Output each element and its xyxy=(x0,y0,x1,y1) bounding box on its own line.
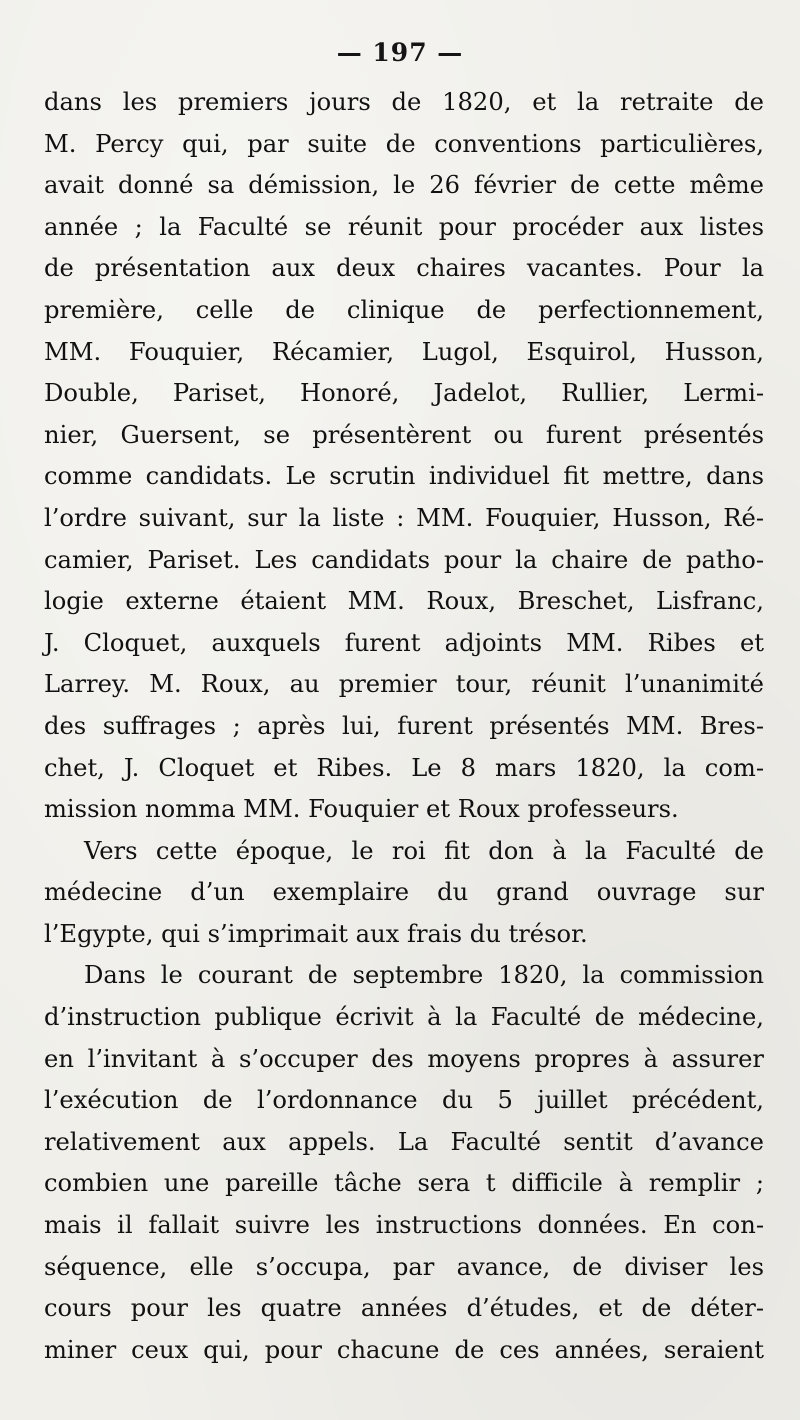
body-text xyxy=(44,82,764,1371)
text-line: des suffrages ; après lui, furent présentés MM. Bres- xyxy=(44,711,764,740)
text-line: Dans le courant de septembre 1820, la commission xyxy=(84,961,764,990)
text-line: combien une pareille tâche sera t difficile à remplir ; xyxy=(44,1169,764,1198)
text-line: l’ordre suivant, sur la liste : MM. Fouquier, Husson, Ré- xyxy=(44,503,764,532)
text-line: J. Cloquet, auxquels furent adjoints MM. Ribes et xyxy=(44,628,764,657)
text-line: médecine d’un exemplaire du grand ouvrage sur xyxy=(44,878,764,907)
text-line: comme candidats. Le scrutin individuel fit mettre, dans xyxy=(44,462,764,491)
text-line: l’exécution de l’ordonnance du 5 juillet précédent, xyxy=(44,1086,764,1115)
text-line: chet, J. Cloquet et Ribes. Le 8 mars 1820, la com- xyxy=(44,753,764,782)
text-line: MM. Fouquier, Récamier, Lugol, Esquirol, Husson, xyxy=(44,337,764,366)
text-line: nier, Guersent, se présentèrent ou furent présentés xyxy=(44,420,764,449)
text-line: M. Percy qui, par suite de conventions particulières, xyxy=(44,129,764,158)
text-line: en l’invitant à s’occuper des moyens propres à assurer xyxy=(44,1044,764,1073)
page-number: — 197 — xyxy=(336,38,464,67)
text-line: d’instruction publique écrivit à la Faculté de médecine, xyxy=(44,1003,764,1032)
text-line: relativement aux appels. La Faculté sentit d’avance xyxy=(44,1127,764,1156)
text-line: mission nomma MM. Fouquier et Roux professeurs. xyxy=(44,795,679,824)
text-line: première, celle de clinique de perfectionnement, xyxy=(44,295,764,324)
text-line: de présentation aux deux chaires vacantes. Pour la xyxy=(44,254,764,283)
text-line: séquence, elle s’occupa, par avance, de diviser les xyxy=(44,1252,764,1281)
text-line: Double, Pariset, Honoré, Jadelot, Rullier, Lermi- xyxy=(44,379,764,408)
text-line: mais il fallait suivre les instructions données. En con- xyxy=(44,1211,764,1240)
text-line: logie externe étaient MM. Roux, Breschet, Lisfranc, xyxy=(44,587,764,616)
text-line: année ; la Faculté se réunit pour procéder aux listes xyxy=(44,212,764,241)
text-line: avait donné sa démission, le 26 février de cette même xyxy=(44,171,764,200)
text-line: miner ceux qui, pour chacune de ces années, seraient xyxy=(44,1335,764,1364)
text-line: l’Egypte, qui s’imprimait aux frais du trésor. xyxy=(44,919,588,948)
text-line: cours pour les quatre années d’études, et de déter- xyxy=(44,1294,764,1323)
text-line: Vers cette époque, le roi fit don à la Faculté de xyxy=(84,836,764,865)
text-line: Larrey. M. Roux, au premier tour, réunit l’unanimité xyxy=(44,670,764,699)
text-line: camier, Pariset. Les candidats pour la chaire de patho- xyxy=(44,545,764,574)
text-line: dans les premiers jours de 1820, et la retraite de xyxy=(44,88,764,116)
